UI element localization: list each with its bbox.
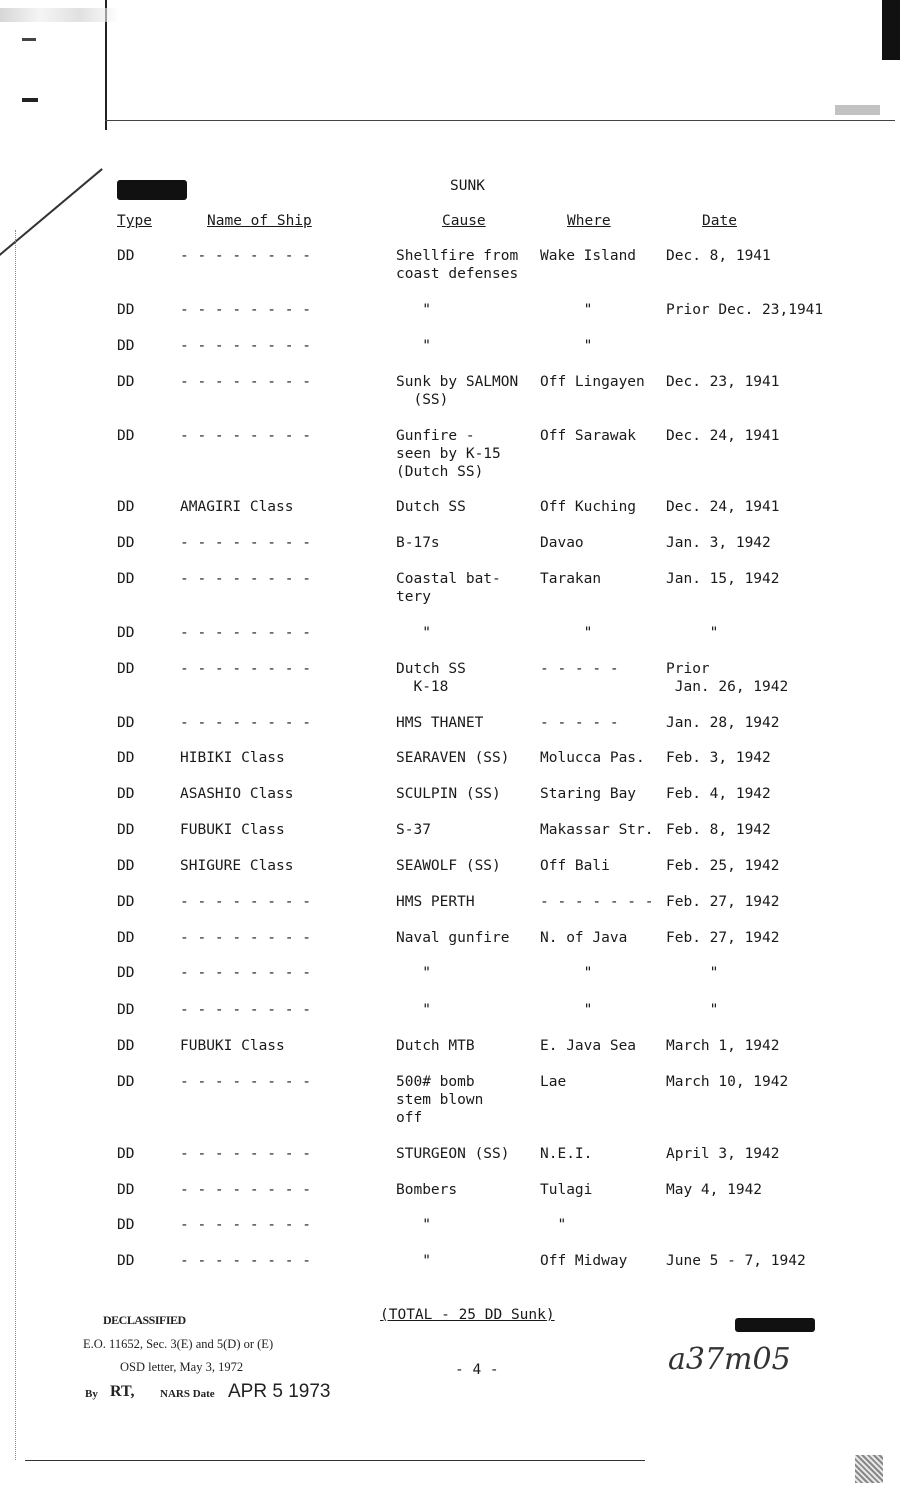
cell-date: Dec. 8, 1941 xyxy=(666,248,771,264)
cell-type: DD xyxy=(117,1217,135,1233)
declassification-line2: OSD letter, May 3, 1972 xyxy=(120,1360,244,1374)
cell-cause: HMS PERTH xyxy=(396,894,475,910)
cell-cause: Dutch SS xyxy=(396,499,466,515)
cell-date: " xyxy=(666,965,719,981)
cell-cause: Naval gunfire xyxy=(396,930,510,946)
cell-cause: Sunk by SALMON (SS) xyxy=(396,374,519,408)
cell-ship-name: - - - - - - - - xyxy=(180,965,311,981)
cell-type: DD xyxy=(117,715,135,731)
cell-where: Tulagi xyxy=(540,1182,593,1198)
cell-date: Feb. 27, 1942 xyxy=(666,894,780,910)
cell-where: Tarakan xyxy=(540,571,602,587)
column-header-name: Name of Ship xyxy=(207,213,312,229)
column-header-type: Type xyxy=(117,213,152,229)
left-margin-mark xyxy=(15,230,17,1460)
cell-ship-name: FUBUKI Class xyxy=(180,1038,285,1054)
cell-type: DD xyxy=(117,248,135,264)
cell-type: DD xyxy=(117,499,135,515)
cell-date: Feb. 3, 1942 xyxy=(666,750,771,766)
cell-cause: Dutch MTB xyxy=(396,1038,475,1054)
declassified-heading: DECLASSIFIED xyxy=(103,1313,186,1327)
cell-where: Lae xyxy=(540,1074,567,1090)
cell-where: " xyxy=(540,302,593,318)
cell-cause: " xyxy=(396,1217,431,1233)
cell-where: " xyxy=(540,1002,593,1018)
cell-where: " xyxy=(540,1217,567,1233)
cell-date: Prior Jan. 26, 1942 xyxy=(666,661,789,695)
cell-type: DD xyxy=(117,338,135,354)
cell-cause: SCULPIN (SS) xyxy=(396,786,501,802)
cell-where: Staring Bay xyxy=(540,786,637,802)
cell-cause: STURGEON (SS) xyxy=(396,1146,510,1162)
cell-where: Off Kuching xyxy=(540,499,637,515)
cell-ship-name: - - - - - - - - xyxy=(180,930,311,946)
cell-cause: " xyxy=(396,302,431,318)
cell-cause: Bombers xyxy=(396,1182,458,1198)
cell-date: Feb. 25, 1942 xyxy=(666,858,780,874)
bottom-right-smudge xyxy=(855,1455,883,1483)
cell-date: May 4, 1942 xyxy=(666,1182,763,1198)
cell-date: June 5 - 7, 1942 xyxy=(666,1253,806,1269)
cell-cause: Gunfire - seen by K-15 (Dutch SS) xyxy=(396,428,501,480)
cell-cause: SEAWOLF (SS) xyxy=(396,858,501,874)
column-header-cause: Cause xyxy=(442,213,486,229)
top-right-smudge xyxy=(835,105,880,115)
cell-where: Off Midway xyxy=(540,1253,628,1269)
cell-cause: " xyxy=(396,1253,431,1269)
cell-date: " xyxy=(666,1002,719,1018)
right-edge-bar xyxy=(882,0,900,60)
left-edge-mark xyxy=(22,38,36,41)
cell-type: DD xyxy=(117,428,135,444)
declassification-by-value: RT, xyxy=(110,1383,135,1400)
cell-where: Makassar Str. xyxy=(540,822,654,838)
cell-type: DD xyxy=(117,1002,135,1018)
cell-type: DD xyxy=(117,1074,135,1090)
cell-ship-name: - - - - - - - - xyxy=(180,1146,311,1162)
cell-ship-name: ASASHIO Class xyxy=(180,786,294,802)
top-left-smudge xyxy=(0,8,120,22)
cell-type: DD xyxy=(117,625,135,641)
cell-date: Jan. 28, 1942 xyxy=(666,715,780,731)
cell-date: April 3, 1942 xyxy=(666,1146,780,1162)
cell-type: DD xyxy=(117,374,135,390)
cell-date: Feb. 8, 1942 xyxy=(666,822,771,838)
cell-ship-name: - - - - - - - - xyxy=(180,661,311,677)
cell-cause: HMS THANET xyxy=(396,715,484,731)
cell-cause: B-17s xyxy=(396,535,440,551)
cell-where: Off Sarawak xyxy=(540,428,637,444)
cell-cause: Shellfire from coast defenses xyxy=(396,248,519,282)
cell-type: DD xyxy=(117,858,135,874)
cell-cause: SEARAVEN (SS) xyxy=(396,750,510,766)
cell-cause: " xyxy=(396,1002,431,1018)
cell-type: DD xyxy=(117,930,135,946)
cell-ship-name: - - - - - - - - xyxy=(180,302,311,318)
cell-where: - - - - - - - xyxy=(540,894,654,910)
cell-date: Jan. 15, 1942 xyxy=(666,571,780,587)
cell-type: DD xyxy=(117,661,135,677)
redaction-top-left xyxy=(117,180,187,200)
cell-date: Dec. 24, 1941 xyxy=(666,428,780,444)
cell-ship-name: - - - - - - - - xyxy=(180,625,311,641)
cell-ship-name: SHIGURE Class xyxy=(180,858,294,874)
cell-cause: S-37 xyxy=(396,822,431,838)
cell-date: " xyxy=(666,625,719,641)
cell-type: DD xyxy=(117,894,135,910)
cell-ship-name: - - - - - - - - xyxy=(180,571,311,587)
cell-date: March 10, 1942 xyxy=(666,1074,789,1090)
cell-where: " xyxy=(540,338,593,354)
cell-where: Off Lingayen xyxy=(540,374,645,390)
cell-date: Feb. 4, 1942 xyxy=(666,786,771,802)
cell-ship-name: AMAGIRI Class xyxy=(180,499,294,515)
cell-date: Dec. 23, 1941 xyxy=(666,374,780,390)
cell-where: N.E.I. xyxy=(540,1146,593,1162)
cell-where: N. of Java xyxy=(540,930,628,946)
cell-cause: 500# bomb stem blown off xyxy=(396,1074,484,1126)
cell-cause: Coastal bat- tery xyxy=(396,571,501,605)
cell-type: DD xyxy=(117,535,135,551)
cell-ship-name: - - - - - - - - xyxy=(180,338,311,354)
cell-where: E. Java Sea xyxy=(540,1038,637,1054)
page-fold-horizontal xyxy=(105,120,895,121)
cell-ship-name: - - - - - - - - xyxy=(180,1217,311,1233)
cell-date: Dec. 24, 1941 xyxy=(666,499,780,515)
cell-cause: Dutch SS K-18 xyxy=(396,661,466,695)
column-header-where: Where xyxy=(567,213,611,229)
cell-ship-name: - - - - - - - - xyxy=(180,715,311,731)
cell-type: DD xyxy=(117,822,135,838)
cell-where: " xyxy=(540,965,593,981)
cell-type: DD xyxy=(117,571,135,587)
cell-type: DD xyxy=(117,1182,135,1198)
cell-ship-name: - - - - - - - - xyxy=(180,248,311,264)
cell-ship-name: - - - - - - - - xyxy=(180,428,311,444)
nars-date-label: NARS Date xyxy=(160,1388,215,1400)
cell-type: DD xyxy=(117,750,135,766)
cell-where: Off Bali xyxy=(540,858,610,874)
declassification-line1: E.O. 11652, Sec. 3(E) and 5(D) or (E) xyxy=(83,1337,274,1351)
cell-type: DD xyxy=(117,786,135,802)
handwritten-id: a37m05 xyxy=(668,1342,791,1377)
cell-where: Molucca Pas. xyxy=(540,750,645,766)
bottom-rule xyxy=(25,1460,645,1461)
cell-cause: " xyxy=(396,965,431,981)
cell-date: March 1, 1942 xyxy=(666,1038,780,1054)
cell-ship-name: - - - - - - - - xyxy=(180,374,311,390)
cell-ship-name: HIBIKI Class xyxy=(180,750,285,766)
cell-type: DD xyxy=(117,302,135,318)
cell-ship-name: - - - - - - - - xyxy=(180,1253,311,1269)
cell-ship-name: - - - - - - - - xyxy=(180,535,311,551)
page-title: SUNK xyxy=(450,178,485,194)
cell-cause: " xyxy=(396,625,431,641)
total-summary: (TOTAL - 25 DD Sunk) xyxy=(380,1307,555,1323)
column-header-date: Date xyxy=(702,213,737,229)
cell-type: DD xyxy=(117,1146,135,1162)
cell-ship-name: - - - - - - - - xyxy=(180,1074,311,1090)
nars-date-value: APR 5 1973 xyxy=(228,1381,331,1402)
cell-ship-name: - - - - - - - - xyxy=(180,1002,311,1018)
cell-ship-name: FUBUKI Class xyxy=(180,822,285,838)
redaction-bottom-right xyxy=(735,1318,815,1332)
cell-ship-name: - - - - - - - - xyxy=(180,894,311,910)
cell-type: DD xyxy=(117,965,135,981)
cell-date: Feb. 27, 1942 xyxy=(666,930,780,946)
cell-where: Wake Island xyxy=(540,248,637,264)
left-edge-mark xyxy=(22,98,38,102)
cell-ship-name: - - - - - - - - xyxy=(180,1182,311,1198)
cell-where: - - - - - xyxy=(540,715,619,731)
cell-date: Prior Dec. 23,1941 xyxy=(666,302,824,318)
declassification-by-label: By xyxy=(85,1388,98,1400)
cell-date: Jan. 3, 1942 xyxy=(666,535,771,551)
page-number: - 4 - xyxy=(455,1362,499,1378)
cell-type: DD xyxy=(117,1038,135,1054)
cell-cause: " xyxy=(396,338,431,354)
cell-type: DD xyxy=(117,1253,135,1269)
cell-where: - - - - - xyxy=(540,661,619,677)
cell-where: Davao xyxy=(540,535,584,551)
cell-where: " xyxy=(540,625,593,641)
